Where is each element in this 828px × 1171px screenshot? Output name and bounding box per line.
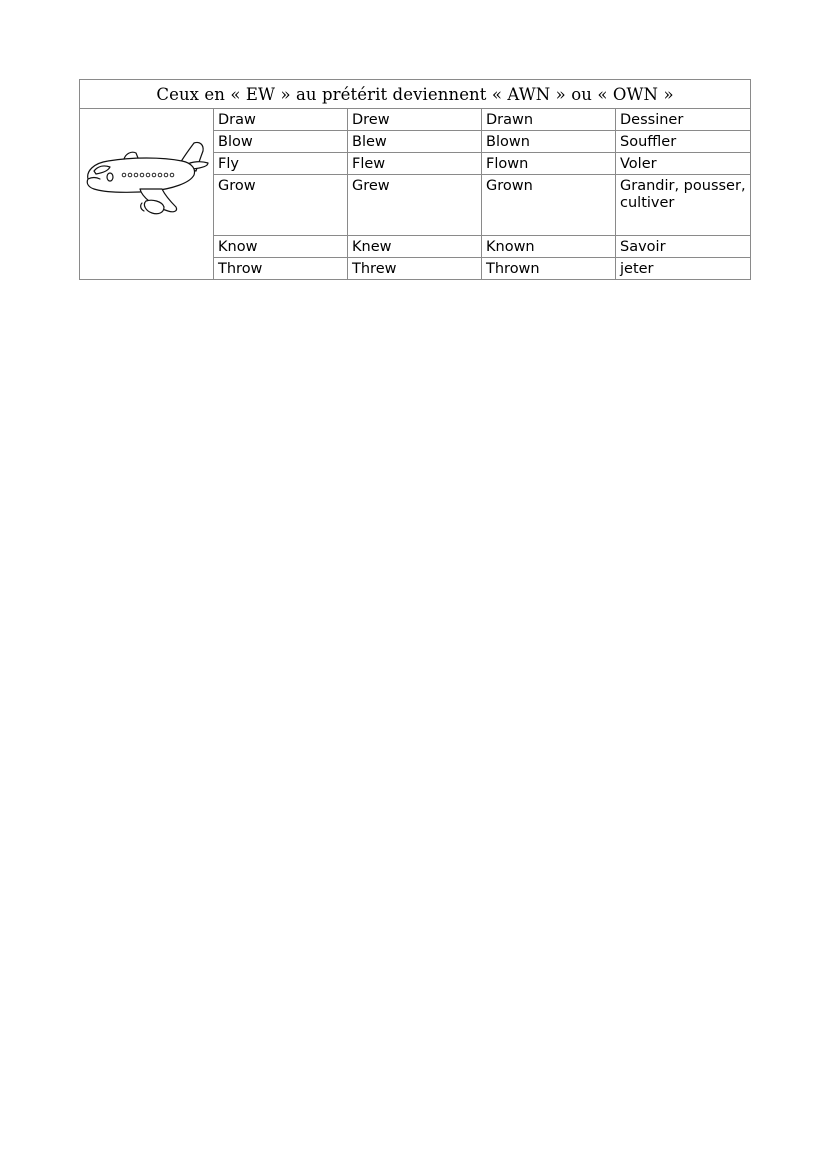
translation-cell: Dessiner: [616, 109, 751, 131]
table-title-row: [80, 80, 751, 109]
past-participle-cell: Drawn: [482, 109, 616, 131]
translation-cell: Voler: [616, 153, 751, 175]
preterit-cell: Flew: [348, 153, 482, 175]
base-form-cell: Draw: [214, 109, 348, 131]
translation-cell: Souffler: [616, 131, 751, 153]
translation-cell: Grandir, pousser, cultiver: [616, 175, 751, 236]
translation-cell: Savoir: [616, 236, 751, 258]
irregular-verbs-table: [79, 79, 751, 280]
airplane-icon: [82, 131, 210, 221]
preterit-cell: Drew: [348, 109, 482, 131]
preterit-cell: Threw: [348, 258, 482, 280]
base-form-cell: Blow: [214, 131, 348, 153]
base-form-cell: Know: [214, 236, 348, 258]
table-title: Ceux en « EW » au prétérit deviennent « AWN » ou « OWN »: [80, 80, 751, 109]
preterit-cell: Grew: [348, 175, 482, 236]
past-participle-cell: Known: [482, 236, 616, 258]
illustration-cell: [80, 109, 214, 280]
base-form-cell: Fly: [214, 153, 348, 175]
translation-cell: jeter: [616, 258, 751, 280]
base-form-cell: Throw: [214, 258, 348, 280]
preterit-cell: Blew: [348, 131, 482, 153]
past-participle-cell: Flown: [482, 153, 616, 175]
base-form-cell: Grow: [214, 175, 348, 236]
preterit-cell: Knew: [348, 236, 482, 258]
past-participle-cell: Grown: [482, 175, 616, 236]
table-row: [80, 109, 751, 131]
past-participle-cell: Blown: [482, 131, 616, 153]
past-participle-cell: Thrown: [482, 258, 616, 280]
